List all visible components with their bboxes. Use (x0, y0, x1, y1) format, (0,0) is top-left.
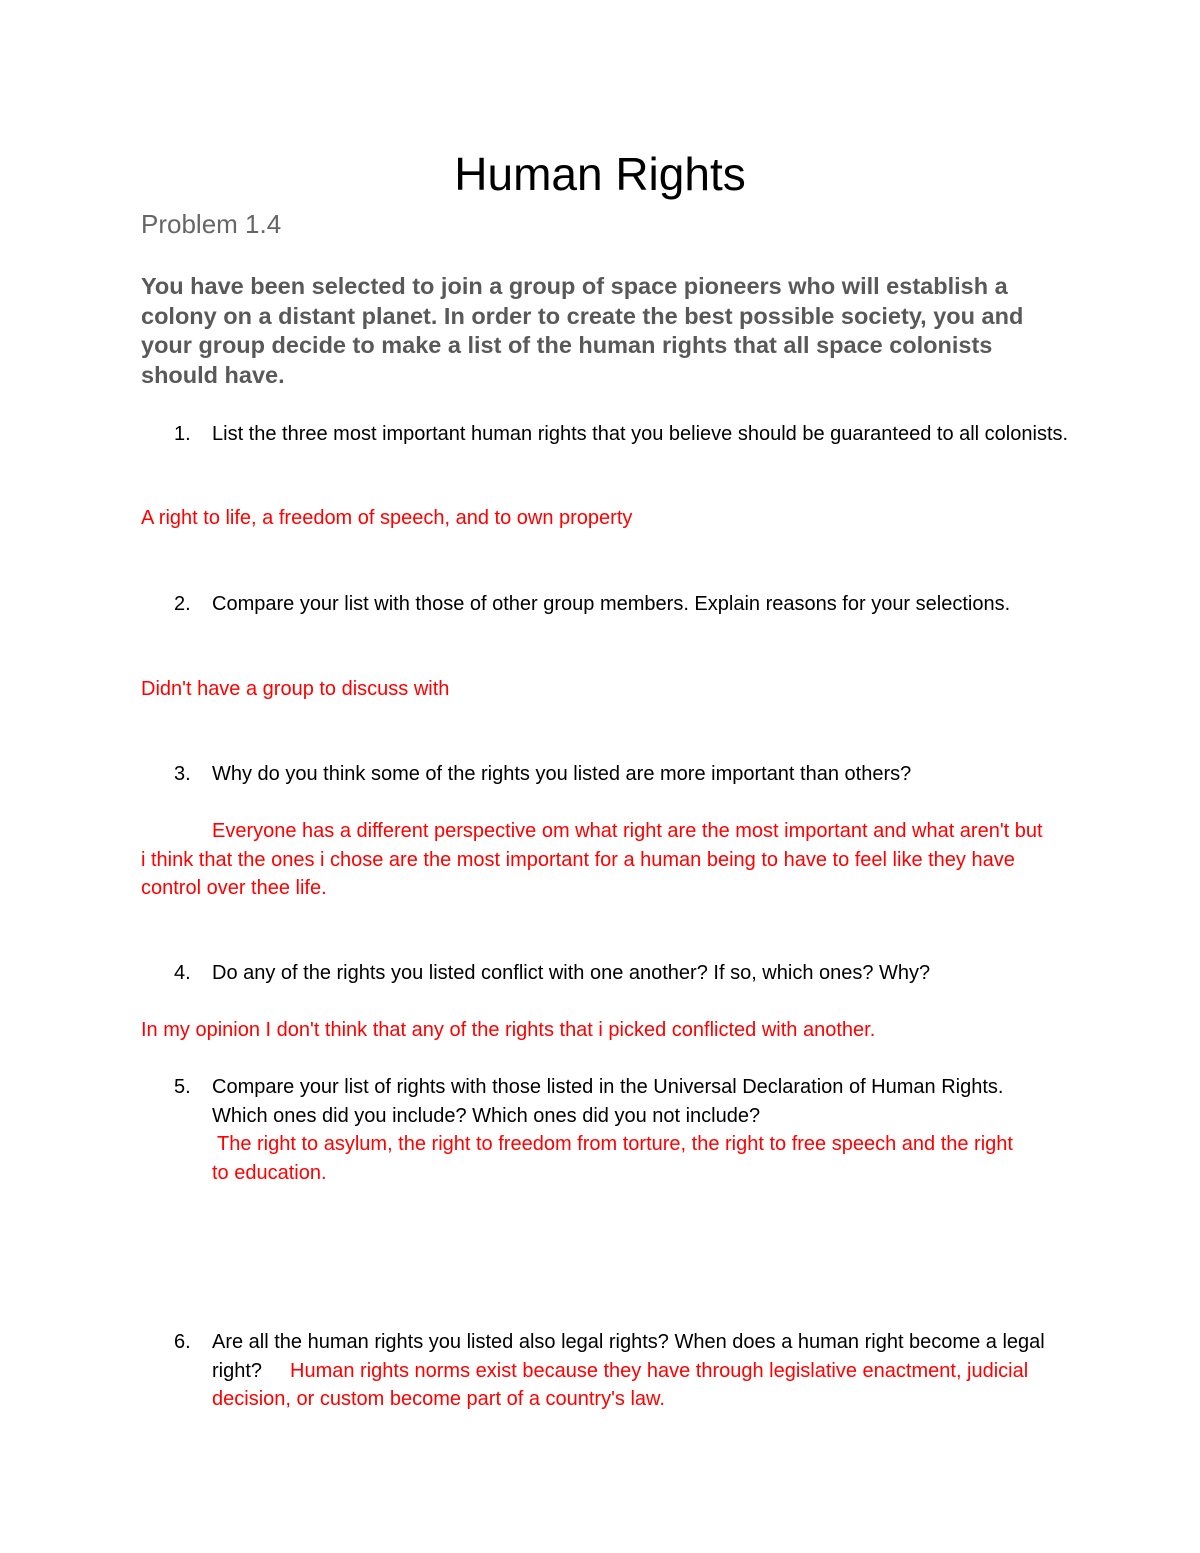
answer-3: Everyone has a different perspective om what right are the most important and what aren't but i think that the ones i chose are the most important for a human being to have to feel like they have control over thee life. (141, 820, 1043, 899)
question-5 (141, 1073, 1021, 1187)
question-number: 1. (174, 423, 191, 445)
question-text: Do any of the rights you listed conflict with one another? If so, which ones? Why? (212, 962, 931, 984)
question-number: 3. (174, 763, 191, 785)
intro-paragraph: You have been selected to join a group of space pioneers who will establish a colony on a distant planet. In order to create the best possible society, you and your group decide to make a list of the human rights that all space colonists should have. (141, 273, 1024, 388)
question-text: Why do you think some of the rights you listed are more important than others? (212, 763, 912, 785)
question-2 (141, 590, 1071, 619)
question-number: 2. (174, 593, 191, 615)
answer-4: In my opinion I don't think that any of the rights that i picked conflicted with another. (141, 1019, 876, 1041)
question-6 (141, 1328, 1071, 1414)
question-text: Are all the human rights you listed also legal rights? When does a human right become a legal right? (212, 1331, 1045, 1382)
problem-subtitle: Problem 1.4 (141, 209, 282, 239)
question-text-with-answer (212, 1328, 1071, 1414)
answer-1: A right to life, a freedom of speech, and to own property (141, 507, 633, 529)
question-1 (141, 420, 1071, 449)
question-text: List the three most important human rights that you believe should be guaranteed to all colonists. (212, 423, 1069, 445)
question-4 (141, 959, 1071, 988)
answer-5: The right to asylum, the right to freedom from torture, the right to free speech and the right to education. (212, 1133, 1013, 1184)
question-text: Compare your list of rights with those listed in the Universal Declaration of Human Rights. Which ones did you include? Which ones did you not include? (212, 1076, 1004, 1127)
question-text: Compare your list with those of other group members. Explain reasons for your selections. (212, 593, 1011, 615)
question-number: 6. (174, 1331, 191, 1353)
question-number: 4. (174, 962, 191, 984)
question-number: 5. (174, 1076, 191, 1098)
question-3 (141, 760, 1071, 789)
answer-2: Didn't have a group to discuss with (141, 678, 450, 700)
answer-6: Human rights norms exist because they have through legislative enactment, judicial decision, or custom become part of a country's law. (212, 1359, 1029, 1410)
page-title: Human Rights (454, 148, 746, 200)
